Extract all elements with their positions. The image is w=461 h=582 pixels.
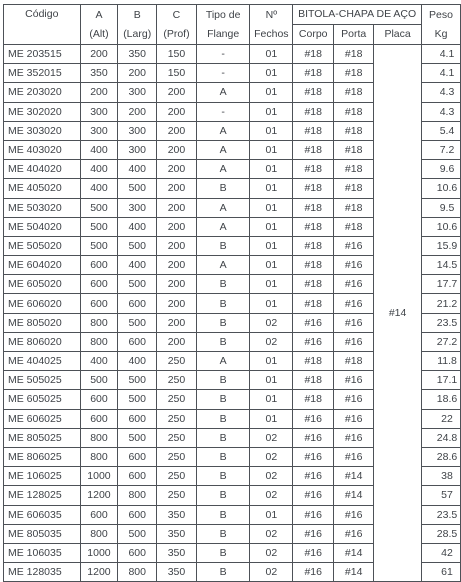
code-cell: ME 404025 — [4, 352, 81, 371]
a-cell: 1200 — [80, 563, 118, 582]
b-cell: 500 — [118, 179, 157, 198]
corpo-cell: #16 — [293, 505, 334, 524]
fechos-cell: 01 — [250, 352, 293, 371]
flange-cell: B — [196, 390, 250, 409]
flange-cell: B — [196, 563, 250, 582]
b-cell: 500 — [118, 313, 157, 332]
flange-cell: A — [196, 256, 250, 275]
fechos-cell: 01 — [250, 505, 293, 524]
corpo-cell: #18 — [293, 236, 334, 255]
fechos-cell: 02 — [250, 332, 293, 351]
b-cell: 500 — [118, 275, 157, 294]
a-cell: 400 — [80, 352, 118, 371]
spec-table-container — [3, 4, 461, 582]
c-cell: 350 — [157, 563, 197, 582]
table-row — [4, 45, 461, 64]
corpo-cell: #18 — [293, 121, 334, 140]
corpo-cell: #18 — [293, 256, 334, 275]
fechos-cell: 02 — [250, 563, 293, 582]
porta-cell: #18 — [334, 140, 374, 159]
a-cell: 1200 — [80, 486, 118, 505]
peso-cell: 4.3 — [422, 83, 461, 102]
peso-cell: 4.3 — [422, 102, 461, 121]
corpo-cell: #16 — [293, 467, 334, 486]
b-cell: 500 — [118, 524, 157, 543]
c-cell: 250 — [157, 371, 197, 390]
header-a-label: A — [95, 8, 103, 21]
code-cell: ME 805035 — [4, 524, 81, 543]
header-b-sub: (Larg) — [123, 27, 152, 40]
code-cell: ME 505020 — [4, 236, 81, 255]
c-cell: 250 — [157, 428, 197, 447]
corpo-cell: #16 — [293, 563, 334, 582]
a-cell: 600 — [80, 505, 118, 524]
a-cell: 600 — [80, 275, 118, 294]
fechos-cell: 02 — [250, 524, 293, 543]
fechos-cell: 01 — [250, 102, 293, 121]
a-cell: 400 — [80, 140, 118, 159]
c-cell: 200 — [157, 332, 197, 351]
a-cell: 400 — [80, 179, 118, 198]
flange-cell: B — [196, 179, 250, 198]
a-cell: 600 — [80, 256, 118, 275]
c-cell: 250 — [157, 409, 197, 428]
b-cell: 600 — [118, 467, 157, 486]
c-cell: 250 — [157, 447, 197, 466]
fechos-cell: 02 — [250, 543, 293, 562]
flange-cell: B — [196, 467, 250, 486]
corpo-cell: #18 — [293, 390, 334, 409]
corpo-cell: #18 — [293, 179, 334, 198]
flange-cell: B — [196, 294, 250, 313]
b-cell: 500 — [118, 371, 157, 390]
b-cell: 600 — [118, 409, 157, 428]
porta-cell: #16 — [334, 275, 374, 294]
peso-cell: 14.5 — [422, 256, 461, 275]
c-cell: 150 — [157, 45, 197, 64]
peso-cell: 38 — [422, 467, 461, 486]
b-cell: 300 — [118, 198, 157, 217]
corpo-cell: #18 — [293, 45, 334, 64]
header-bitola — [293, 5, 422, 25]
header-row-top — [4, 5, 461, 25]
header-codigo — [4, 5, 81, 45]
flange-cell: A — [196, 198, 250, 217]
b-cell: 600 — [118, 447, 157, 466]
c-cell: 200 — [157, 102, 197, 121]
flange-cell: - — [196, 102, 250, 121]
code-cell: ME 806020 — [4, 332, 81, 351]
c-cell: 350 — [157, 524, 197, 543]
corpo-cell: #18 — [293, 275, 334, 294]
flange-cell: A — [196, 160, 250, 179]
a-cell: 600 — [80, 390, 118, 409]
c-cell: 250 — [157, 390, 197, 409]
header-peso — [422, 5, 461, 45]
code-cell: ME 128035 — [4, 563, 81, 582]
fechos-cell: 01 — [250, 140, 293, 159]
code-cell: ME 605025 — [4, 390, 81, 409]
code-cell: ME 404020 — [4, 160, 81, 179]
porta-cell: #16 — [334, 371, 374, 390]
header-tipo-flange — [196, 5, 250, 45]
corpo-cell: #16 — [293, 524, 334, 543]
fechos-cell: 01 — [250, 198, 293, 217]
corpo-cell: #16 — [293, 428, 334, 447]
corpo-cell: #16 — [293, 447, 334, 466]
a-cell: 200 — [80, 45, 118, 64]
corpo-cell: #16 — [293, 486, 334, 505]
flange-cell: B — [196, 236, 250, 255]
code-cell: ME 203515 — [4, 45, 81, 64]
porta-cell: #16 — [334, 332, 374, 351]
code-cell: ME 606025 — [4, 409, 81, 428]
corpo-cell: #16 — [293, 332, 334, 351]
header-c-sub: (Prof) — [163, 27, 190, 40]
a-cell: 800 — [80, 428, 118, 447]
header-b — [118, 5, 157, 45]
a-cell: 1000 — [80, 543, 118, 562]
header-tipo-label: Tipo de — [205, 8, 241, 21]
code-cell: ME 604020 — [4, 256, 81, 275]
code-cell: ME 605020 — [4, 275, 81, 294]
code-cell: ME 106025 — [4, 467, 81, 486]
header-fechos — [250, 5, 293, 45]
peso-cell: 5.4 — [422, 121, 461, 140]
c-cell: 200 — [157, 198, 197, 217]
flange-cell: A — [196, 217, 250, 236]
header-corpo — [293, 25, 334, 45]
corpo-cell: #18 — [293, 198, 334, 217]
a-cell: 800 — [80, 332, 118, 351]
code-cell: ME 106035 — [4, 543, 81, 562]
flange-cell: B — [196, 543, 250, 562]
c-cell: 200 — [157, 140, 197, 159]
code-cell: ME 503020 — [4, 198, 81, 217]
flange-cell: A — [196, 140, 250, 159]
header-codigo-label: Código — [25, 8, 59, 20]
code-cell: ME 403020 — [4, 140, 81, 159]
peso-cell: 22 — [422, 409, 461, 428]
a-cell: 300 — [80, 121, 118, 140]
flange-cell: B — [196, 505, 250, 524]
b-cell: 350 — [118, 45, 157, 64]
b-cell: 600 — [118, 505, 157, 524]
fechos-cell: 01 — [250, 390, 293, 409]
b-cell: 400 — [118, 217, 157, 236]
code-cell: ME 303020 — [4, 121, 81, 140]
c-cell: 200 — [157, 160, 197, 179]
fechos-cell: 02 — [250, 447, 293, 466]
porta-cell: #16 — [334, 256, 374, 275]
header-peso-label: Peso — [429, 8, 453, 21]
fechos-cell: 01 — [250, 275, 293, 294]
c-cell: 200 — [157, 313, 197, 332]
code-cell: ME 505025 — [4, 371, 81, 390]
peso-cell: 28.5 — [422, 524, 461, 543]
header-n-sub: Fechos — [254, 27, 289, 40]
peso-cell: 7.2 — [422, 140, 461, 159]
flange-cell: B — [196, 313, 250, 332]
porta-cell: #18 — [334, 160, 374, 179]
flange-cell: - — [196, 45, 250, 64]
fechos-cell: 01 — [250, 217, 293, 236]
porta-cell: #14 — [334, 563, 374, 582]
porta-cell: #14 — [334, 486, 374, 505]
porta-cell: #16 — [334, 390, 374, 409]
flange-cell: B — [196, 332, 250, 351]
b-cell: 500 — [118, 236, 157, 255]
flange-cell: B — [196, 275, 250, 294]
peso-cell: 57 — [422, 486, 461, 505]
porta-cell: #18 — [334, 121, 374, 140]
a-cell: 800 — [80, 313, 118, 332]
flange-cell: B — [196, 486, 250, 505]
a-cell: 500 — [80, 198, 118, 217]
c-cell: 200 — [157, 256, 197, 275]
code-cell: ME 302020 — [4, 102, 81, 121]
fechos-cell: 01 — [250, 45, 293, 64]
peso-cell: 11.8 — [422, 352, 461, 371]
peso-cell: 24.8 — [422, 428, 461, 447]
porta-cell: #14 — [334, 543, 374, 562]
table-header — [4, 5, 461, 45]
c-cell: 150 — [157, 64, 197, 83]
porta-cell: #18 — [334, 83, 374, 102]
peso-cell: 23.5 — [422, 313, 461, 332]
fechos-cell: 02 — [250, 428, 293, 447]
flange-cell: - — [196, 64, 250, 83]
b-cell: 500 — [118, 428, 157, 447]
peso-cell: 4.1 — [422, 45, 461, 64]
b-cell: 600 — [118, 294, 157, 313]
porta-cell: #16 — [334, 236, 374, 255]
code-cell: ME 203020 — [4, 83, 81, 102]
a-cell: 500 — [80, 217, 118, 236]
b-cell: 800 — [118, 486, 157, 505]
a-cell: 600 — [80, 294, 118, 313]
b-cell: 400 — [118, 256, 157, 275]
flange-cell: B — [196, 371, 250, 390]
corpo-cell: #18 — [293, 217, 334, 236]
porta-cell: #18 — [334, 102, 374, 121]
code-cell: ME 805025 — [4, 428, 81, 447]
table-body — [4, 45, 461, 582]
b-cell: 600 — [118, 332, 157, 351]
porta-cell: #18 — [334, 198, 374, 217]
corpo-cell: #18 — [293, 294, 334, 313]
header-placa-label: Placa — [384, 28, 411, 40]
peso-cell: 27.2 — [422, 332, 461, 351]
porta-cell: #16 — [334, 313, 374, 332]
peso-cell: 21.2 — [422, 294, 461, 313]
c-cell: 200 — [157, 179, 197, 198]
fechos-cell: 01 — [250, 64, 293, 83]
a-cell: 1000 — [80, 467, 118, 486]
fechos-cell: 02 — [250, 486, 293, 505]
peso-cell: 18.6 — [422, 390, 461, 409]
spec-table — [3, 4, 461, 582]
flange-cell: B — [196, 524, 250, 543]
fechos-cell: 01 — [250, 294, 293, 313]
code-cell: ME 805020 — [4, 313, 81, 332]
porta-cell: #16 — [334, 447, 374, 466]
corpo-cell: #18 — [293, 352, 334, 371]
c-cell: 250 — [157, 467, 197, 486]
a-cell: 800 — [80, 524, 118, 543]
flange-cell: B — [196, 447, 250, 466]
fechos-cell: 01 — [250, 236, 293, 255]
b-cell: 600 — [118, 543, 157, 562]
header-a-sub: (Alt) — [89, 27, 109, 40]
header-placa — [374, 25, 422, 45]
code-cell: ME 352015 — [4, 64, 81, 83]
a-cell: 600 — [80, 409, 118, 428]
flange-cell: B — [196, 409, 250, 428]
peso-cell: 42 — [422, 543, 461, 562]
a-cell: 500 — [80, 371, 118, 390]
corpo-cell: #18 — [293, 102, 334, 121]
b-cell: 200 — [118, 64, 157, 83]
peso-cell: 28.6 — [422, 447, 461, 466]
b-cell: 800 — [118, 563, 157, 582]
peso-cell: 61 — [422, 563, 461, 582]
corpo-cell: #16 — [293, 409, 334, 428]
header-porta — [334, 25, 374, 45]
header-peso-sub: Kg — [434, 27, 448, 40]
fechos-cell: 01 — [250, 160, 293, 179]
header-n-label: Nº — [265, 8, 278, 21]
fechos-cell: 02 — [250, 467, 293, 486]
porta-cell: #18 — [334, 45, 374, 64]
corpo-cell: #16 — [293, 313, 334, 332]
fechos-cell: 01 — [250, 179, 293, 198]
porta-cell: #18 — [334, 179, 374, 198]
peso-cell: 17.7 — [422, 275, 461, 294]
c-cell: 200 — [157, 121, 197, 140]
header-tipo-sub: Flange — [207, 27, 240, 40]
c-cell: 350 — [157, 505, 197, 524]
c-cell: 200 — [157, 217, 197, 236]
fechos-cell: 01 — [250, 83, 293, 102]
porta-cell: #16 — [334, 524, 374, 543]
code-cell: ME 504020 — [4, 217, 81, 236]
corpo-cell: #18 — [293, 140, 334, 159]
header-porta-label: Porta — [341, 28, 367, 40]
a-cell: 400 — [80, 160, 118, 179]
corpo-cell: #18 — [293, 64, 334, 83]
header-b-label: B — [133, 8, 141, 21]
peso-cell: 10.6 — [422, 179, 461, 198]
b-cell: 400 — [118, 160, 157, 179]
header-c — [157, 5, 197, 45]
flange-cell: A — [196, 121, 250, 140]
c-cell: 350 — [157, 543, 197, 562]
c-cell: 200 — [157, 294, 197, 313]
fechos-cell: 01 — [250, 256, 293, 275]
fechos-cell: 01 — [250, 409, 293, 428]
a-cell: 350 — [80, 64, 118, 83]
corpo-cell: #18 — [293, 83, 334, 102]
code-cell: ME 606035 — [4, 505, 81, 524]
c-cell: 200 — [157, 275, 197, 294]
flange-cell: A — [196, 352, 250, 371]
porta-cell: #16 — [334, 428, 374, 447]
c-cell: 200 — [157, 83, 197, 102]
code-cell: ME 806025 — [4, 447, 81, 466]
c-cell: 250 — [157, 486, 197, 505]
a-cell: 500 — [80, 236, 118, 255]
placa-cell: #14 — [374, 45, 422, 582]
header-corpo-label: Corpo — [298, 28, 328, 40]
porta-cell: #16 — [334, 409, 374, 428]
peso-cell: 23.5 — [422, 505, 461, 524]
porta-cell: #16 — [334, 505, 374, 524]
corpo-cell: #18 — [293, 371, 334, 390]
fechos-cell: 01 — [250, 121, 293, 140]
b-cell: 200 — [118, 102, 157, 121]
header-c-label: C — [172, 8, 181, 21]
peso-cell: 9.6 — [422, 160, 461, 179]
code-cell: ME 606020 — [4, 294, 81, 313]
porta-cell: #18 — [334, 217, 374, 236]
peso-cell: 15.9 — [422, 236, 461, 255]
c-cell: 200 — [157, 236, 197, 255]
header-bitola-label: BITOLA-CHAPA DE AÇO — [298, 8, 417, 20]
b-cell: 300 — [118, 121, 157, 140]
flange-cell: A — [196, 83, 250, 102]
a-cell: 300 — [80, 102, 118, 121]
porta-cell: #18 — [334, 64, 374, 83]
fechos-cell: 02 — [250, 313, 293, 332]
flange-cell: B — [196, 428, 250, 447]
b-cell: 300 — [118, 140, 157, 159]
a-cell: 200 — [80, 83, 118, 102]
corpo-cell: #16 — [293, 543, 334, 562]
peso-cell: 9.5 — [422, 198, 461, 217]
header-a — [80, 5, 118, 45]
a-cell: 800 — [80, 447, 118, 466]
fechos-cell: 01 — [250, 371, 293, 390]
peso-cell: 17.1 — [422, 371, 461, 390]
corpo-cell: #18 — [293, 160, 334, 179]
b-cell: 400 — [118, 352, 157, 371]
c-cell: 250 — [157, 352, 197, 371]
porta-cell: #16 — [334, 294, 374, 313]
code-cell: ME 128025 — [4, 486, 81, 505]
peso-cell: 4.1 — [422, 64, 461, 83]
porta-cell: #14 — [334, 467, 374, 486]
porta-cell: #18 — [334, 352, 374, 371]
code-cell: ME 405020 — [4, 179, 81, 198]
b-cell: 300 — [118, 83, 157, 102]
peso-cell: 10.6 — [422, 217, 461, 236]
b-cell: 500 — [118, 390, 157, 409]
